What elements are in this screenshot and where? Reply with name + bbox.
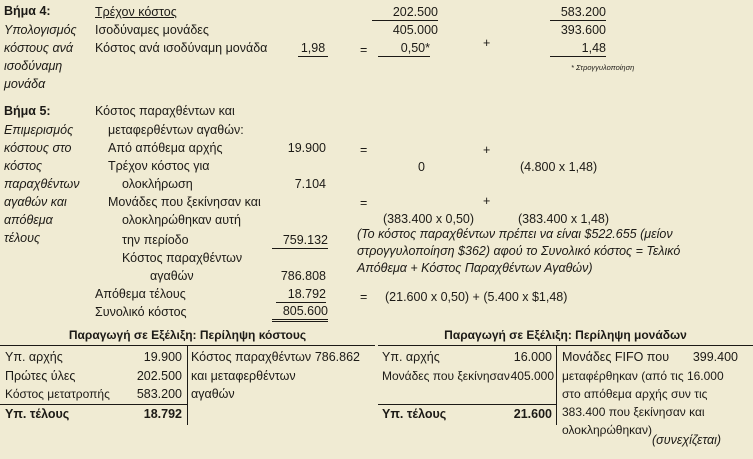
step4-equals-sign: = (360, 43, 368, 57)
units-right-line: στο απόθεμα αρχής συν τις (562, 387, 708, 401)
cost-left-label: Υπ. αρχής (5, 350, 63, 364)
units-total-value: 21.600 (513, 407, 552, 421)
step5-cogm-label1: Κόστος παραχθέντων (122, 251, 243, 265)
step4-col2-current-cost: 583.200 (550, 5, 606, 21)
units-summary-title: Παραγωγή σε Εξέλιξη: Περίληψη μονάδων (444, 328, 687, 342)
step4-heading: Βήμα 4: (4, 4, 51, 18)
step5-calc-zero: 0 (418, 160, 425, 174)
units-right-line: μεταφέρθηκαν (από τις 16.000 (562, 369, 724, 383)
cost-left-label: Πρώτες ύλες (5, 369, 76, 383)
step5-calc-end: (21.600 x 0,50) + (5.400 x $1,48) (385, 290, 568, 304)
step5-note-line: Απόθεμα + Κόστος Παραχθέντων Αγαθών) (357, 261, 593, 275)
step5-calc-started-b: (383.400 x 1,48) (518, 212, 610, 226)
step4-col2-equiv-units: 393.600 (560, 23, 606, 37)
step4-total-per-unit: 1,98 (298, 41, 328, 57)
step5-heading: Βήμα 5: (4, 104, 51, 118)
units-summary-divider (556, 345, 557, 425)
step5-equals-sign: = (360, 290, 368, 304)
cost-right-value: 786.862 (314, 350, 360, 364)
step5-calc-started-a: (383.400 x 0,50) (383, 212, 475, 226)
step5-current-cost-label1: Τρέχον κόστος για (108, 159, 210, 173)
step4-cost-per-unit-label: Κόστος ανά ισοδύναμη μονάδα (95, 41, 268, 55)
step5-plus-sign: + (483, 194, 491, 208)
step5-desc-line: αγαθών και (4, 195, 67, 209)
step5-intro-line1: Κόστος παραχθέντων και (95, 104, 235, 118)
step5-current-cost-label2: ολοκλήρωση (122, 177, 193, 191)
step4-footnote: * Στρογγυλοποίηση (571, 63, 635, 72)
step5-desc-line: παραχθέντων (4, 177, 80, 191)
step4-current-cost-label: Τρέχον κόστος (95, 5, 177, 19)
cost-left-value: 19.900 (143, 350, 182, 364)
units-right-value: 399.400 (692, 350, 738, 364)
step4-col1-current-cost: 202.500 (372, 5, 438, 21)
step5-cogm-value: 786.808 (280, 269, 326, 283)
cost-right-label: Κόστος παραχθέντων (191, 350, 312, 364)
step5-started-value: 759.132 (272, 233, 328, 249)
step4-col1-per-unit: 0,50* (378, 41, 430, 57)
cost-summary-divider (187, 345, 188, 425)
units-left-label: Υπ. αρχής (382, 350, 440, 364)
step5-note-line: στρογγυλοποίηση $362) αφού το Συνολικό κόστος = Τελικό (357, 244, 681, 258)
step5-desc-line: τέλους (4, 231, 41, 245)
step4-equiv-units-label: Ισοδύναμες μονάδες (95, 23, 209, 37)
step4-desc-line: ισοδύναμη (4, 59, 63, 73)
step4-desc-line: κόστους ανά (4, 41, 73, 55)
cost-right-label: αγαθών (191, 387, 235, 401)
step4-plus-sign: + (483, 36, 491, 50)
cost-summary-title: Παραγωγή σε Εξέλιξη: Περίληψη κόστους (68, 328, 307, 342)
step4-col1-equiv-units: 405.000 (392, 23, 438, 37)
units-right-line: ολοκληρώθηκαν) (562, 423, 652, 437)
units-summary-top-rule (378, 345, 753, 346)
step5-intro-line2: μεταφερθέντων αγαθών: (108, 123, 244, 137)
step5-note-line: (Το κόστος παραχθέντων πρέπει να είναι $522.655 (μείον (357, 227, 673, 241)
step4-desc-line: Υπολογισμός (4, 23, 77, 37)
cost-left-value: 583.200 (136, 387, 182, 401)
step4-col2-per-unit: 1,48 (550, 41, 606, 57)
step5-end-inv-label: Απόθεμα τέλους (95, 287, 186, 301)
units-summary-total-rule (378, 404, 556, 405)
step5-started-label3: την περίοδο (122, 233, 189, 247)
step5-desc-line: απόθεμα (4, 213, 53, 227)
step4-desc-line: μονάδα (4, 77, 46, 91)
step5-plus-sign: + (483, 143, 491, 157)
step5-from-begin-value: 19.900 (287, 141, 326, 155)
cost-right-label: και μεταφερθέντων (191, 369, 296, 383)
units-right-label: Μονάδες FIFO που (562, 350, 670, 364)
units-left-value: 405.000 (510, 369, 554, 383)
step5-total-value: 805.600 (272, 304, 328, 322)
step5-current-cost-value: 7.104 (294, 177, 326, 191)
units-left-value: 16.000 (513, 350, 552, 364)
step5-cogm-label2: αγαθών (150, 269, 194, 283)
cost-left-label: Κόστος μετατροπής (5, 387, 110, 401)
step5-started-label2: ολοκληρώθηκαν αυτή (122, 213, 241, 227)
step5-equals-sign: = (360, 196, 368, 210)
step5-desc-line: κόστους στο (4, 141, 72, 155)
step5-from-begin-label: Από απόθεμα αρχής (108, 141, 223, 155)
cost-summary-total-rule (0, 404, 187, 405)
step5-desc-line: Επιμερισμός (4, 123, 74, 137)
cost-total-value: 18.792 (143, 407, 182, 421)
units-right-line: 383.400 που ξεκίνησαν και (562, 405, 705, 419)
step5-end-inv-value: 18.792 (276, 287, 326, 303)
units-continued-note: (συνεχίζεται) (652, 433, 722, 447)
cost-total-label: Υπ. τέλους (5, 407, 70, 421)
step5-calc-current: (4.800 x 1,48) (520, 160, 598, 174)
step5-started-label1: Μονάδες που ξεκίνησαν και (108, 195, 261, 209)
step5-equals-sign: = (360, 143, 368, 157)
step5-total-label: Συνολικό κόστος (95, 305, 187, 319)
units-total-label: Υπ. τέλους (382, 407, 447, 421)
units-left-label: Μονάδες που ξεκίνησαν (382, 369, 510, 383)
step5-desc-line: κόστος (4, 159, 43, 173)
cost-left-value: 202.500 (136, 369, 182, 383)
